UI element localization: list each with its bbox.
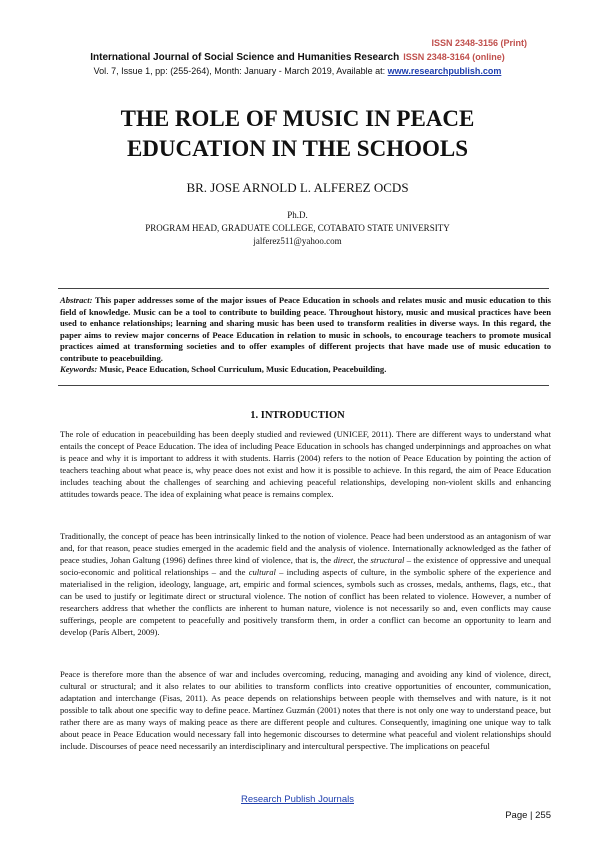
paragraph-3: Peace is therefore more than the absence of war and includes overcoming, reducing, managing and avoiding any kind of violence, direct, cultural or structural; and it also relates to our abilities to transform conflicts into creative opportunities of encounter, communication, adaptation and interchange (Fisas, 2011). As peace depends on relationships between people with themselves and with nature, is it not possible to talk about one specific way to define peace. Martínez Guzmán (2001) notes that there is not only one way to understand peace, but rather there are as many ways of making peace as there are different people and cultures. Consequently, imagining one unique way to talk about peace in Peace Education would necessary fall into hegemonic discourses to determine what peaceful and violent relationships should include. Discourses of peace need necessarily an interdisciplinary and intercultural perspective. The implications on peaceful: [60, 669, 551, 751]
abstract-label: Abstract:: [60, 295, 93, 305]
keywords-label: Keywords:: [60, 364, 98, 374]
p2-structural: structural: [370, 555, 405, 565]
issn-print: ISSN 2348-3156 (Print): [431, 38, 527, 48]
author-name: BR. JOSE ARNOLD L. ALFEREZ OCDS: [186, 180, 409, 195]
paper-title: THE ROLE OF MUSIC IN PEACE EDUCATION IN THE SCHOOLS: [120, 106, 475, 161]
p2-cultural: cultural: [248, 567, 276, 577]
journal-name: International Journal of Social Science and Humanities Research: [90, 52, 400, 63]
author-position: PROGRAM HEAD, GRADUATE COLLEGE, COTABATO STATE UNIVERSITY: [145, 223, 450, 233]
website-link[interactable]: www.researchpublish.com: [387, 66, 502, 76]
author-degree: Ph.D.: [287, 210, 308, 220]
footer-journal-link[interactable]: Research Publish Journals: [240, 794, 354, 805]
p2-part-b: , the: [353, 555, 371, 565]
p2-part-d: – including aspects of culture, in the symbolic sphere of the experience and materialised in the religion, ideology, language, art, empiric and formal sciences, symbols such as crosses, medals, anthems, flags, etc., that can be used to justify or legitimate direct or structural violence. The notion of conflict has been related to violence. However, a number of researchers address that whether the conflicts are inherent to human nature, violence is not necessarily so and, even conflicts may cause sufferings, people are competent to peacefully and positively transform them, in order a conflict can become an opportunity to learn and develop (París Albert, 2009).: [60, 567, 551, 637]
divider-top: [58, 288, 549, 289]
volume-info: Vol. 7, Issue 1, pp: (255-264), Month: January - March 2019, Available at:: [93, 66, 388, 76]
author-email: jalferez511@yahoo.com: [253, 236, 342, 246]
page-number: Page | 255: [505, 810, 551, 821]
issn-online: ISSN 2348-3164 (online): [403, 52, 505, 62]
volume-line: [0, 66, 595, 76]
paragraph-2: [60, 530, 551, 638]
abstract-text: This paper addresses some of the major issues of Peace Education in schools and relates music and music education to this field of knowledge. Music can be a tool to contribute to building peace. Throughout history, music and musical practices have been used to enhance relationships; learning and sharing music has been used to transform realities in diverse ways. In this regard, the paper aims to review major concerns of Peace Education in relation to music in schools, to encourage teachers to promote musical practices aimed at transforming societies and to offer examples of different projects that have made use of music education to contribute to peacebuilding.: [60, 295, 551, 363]
section-heading: 1. INTRODUCTION: [250, 410, 345, 421]
journal-header: [0, 52, 595, 63]
abstract: [60, 295, 551, 365]
p2-direct: direct: [333, 555, 354, 565]
divider-bottom: [58, 385, 549, 386]
paragraph-1: The role of education in peacebuilding has been deeply studied and reviewed (UNICEF, 2011). There are different ways to understand what entails the concept of Peace Education. The idea of including Peace Education in schools has changed underpinnings and approaches on what is peace and why it is important to address it with students. Harris (2004) refers to the notion of Peace Education by pointing the action of teachers teaching about what peace is, why peace does not exist and how it is possible to achieve. In this regard, the aim of Peace Education includes teaching about the challenges of searching and achieving peaceful relationships, developing non-violent skills and enhancing attitudes towards peace. The idea of explaining what peace is remains complex.: [60, 429, 551, 499]
p2-part-a: Traditionally, the concept of peace has been intrinsically linked to the notion of violence. Peace had been understood as an antagonism of war and, for that reason, peace studies emerged in the academic field and the analysis of violence. Internationally acknowledged as the father of peace studies, Johan Galtung (1996) defines three kind of violence, that is, the: [60, 531, 551, 565]
keywords-text: Music, Peace Education, School Curriculum, Music Education, Peacebuilding.: [97, 364, 387, 374]
p2-part-c: – the existence of oppressive and unequal socio-economic and political relationships – and the: [60, 555, 551, 577]
keywords: [60, 364, 551, 374]
